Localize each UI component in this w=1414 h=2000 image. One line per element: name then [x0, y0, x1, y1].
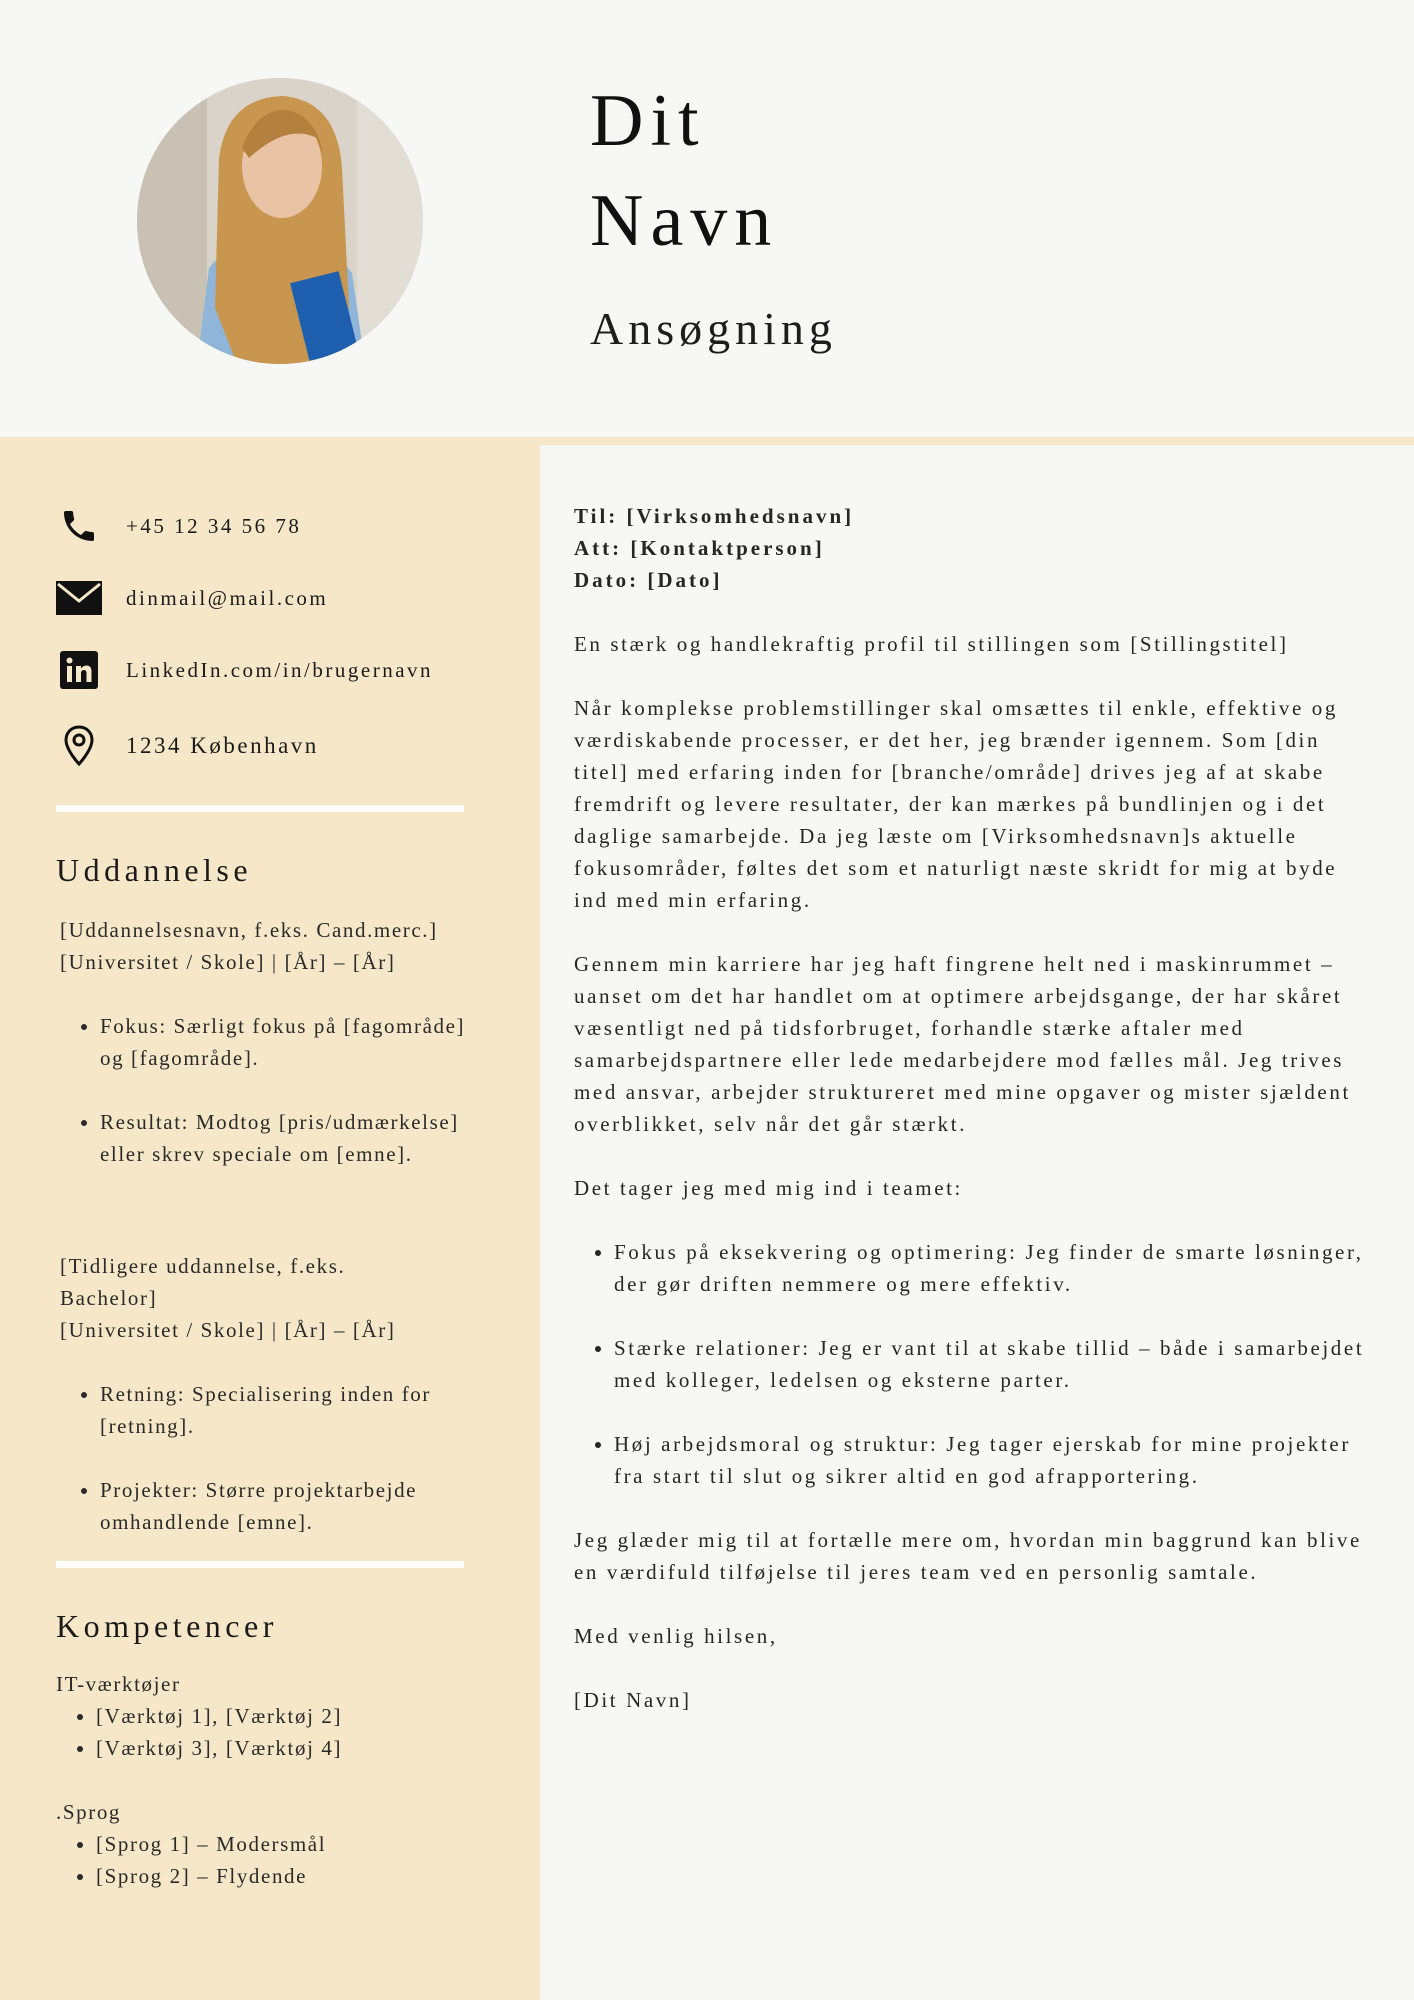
name-first: Dit — [590, 80, 706, 162]
it-tools-list — [58, 1700, 476, 1764]
it-tools-label: IT-værktøjer — [56, 1672, 181, 1696]
education-title: Uddannelse — [56, 852, 253, 888]
letter-paragraph-4: Jeg glæder mig til at fortælle mere om, hvordan min baggrund kan blive en værdifuld tilføjelse til jeres team ved en personlig samtale. — [574, 1528, 1362, 1584]
recipient-contact: Att: [Kontaktperson] — [574, 536, 825, 560]
letter-paragraph-2: Gennem min karriere har jeg haft fingrene helt ned i maskinrummet – uanset om det har handlet om at optimere arbejdsgange, der har skåret væsentligt ned på tidsforbruget, forhandle stærke aftaler med samarbejdspartnere eller lede medarbejdere mod fælles mål. Jeg trives med ansvar, arbejder struktureret med mine opgaver og mister sjældent overblikket, selv når det går stærkt. — [574, 952, 1351, 1136]
sidebar — [0, 437, 540, 2000]
profile-photo — [137, 78, 423, 364]
education-entry2-degree-line1: [Tidligere uddannelse, f.eks. — [60, 1254, 346, 1278]
email-address[interactable]: dinmail@mail.com — [126, 585, 329, 610]
document-subtitle: Ansøgning — [590, 303, 837, 354]
languages-list — [58, 1828, 476, 1892]
sidebar-divider — [56, 805, 464, 812]
mail-icon — [56, 575, 102, 621]
skills-title: Kompetencer — [56, 1608, 278, 1644]
linkedin-icon — [56, 647, 102, 693]
header-divider-stripe — [540, 437, 1414, 445]
list-item: • Resultat: Modtog [pris/udmærkelse] eller skrev speciale om [emne]. — [100, 1106, 480, 1170]
list-item: • Fokus: Særligt fokus på [fagområde] og [fagområde]. — [100, 1010, 480, 1074]
education-entry1-bullets — [60, 1010, 480, 1202]
languages-label: .Sprog — [56, 1800, 122, 1824]
contact-phone — [56, 503, 302, 549]
letter-header — [574, 500, 1374, 596]
list-item: • Fokus på eksekvering og optimering: Jeg finder de smarte løsninger, der gør driften nemmere og mere effektiv. — [614, 1236, 1374, 1300]
phone-number: +45 12 34 56 78 — [126, 513, 302, 538]
list-item: • [Værktøj 1], [Værktøj 2] — [96, 1700, 476, 1732]
contact-linkedin — [56, 647, 434, 693]
letter-paragraph-3: Det tager jeg med mig ind i teamet: — [574, 1176, 963, 1200]
education-entry2-school: [Universitet / Skole] | [År] – [År] — [60, 1318, 396, 1342]
education-entry1-school: [Universitet / Skole] | [År] – [År] — [60, 950, 396, 974]
contact-location — [56, 723, 319, 769]
location: 1234 København — [126, 733, 319, 758]
letter-date: Dato: [Dato] — [574, 568, 723, 592]
contact-email — [56, 575, 329, 621]
location-pin-icon — [56, 723, 102, 769]
list-item: • Stærke relationer: Jeg er vant til at skabe tillid – både i samarbejdet med kolleger, ledelsen og eksterne parter. — [614, 1332, 1374, 1396]
list-item: • [Værktøj 3], [Værktøj 4] — [96, 1732, 476, 1764]
list-item: • Høj arbejdsmoral og struktur: Jeg tager ejerskab for mine projekter fra start til slut og sikrer altid en god afrapportering. — [614, 1428, 1374, 1492]
education-entry2-degree-line2: Bachelor] — [60, 1286, 158, 1310]
list-item: • Retning: Specialisering inden for [retning]. — [100, 1378, 480, 1442]
name-last: Navn — [590, 180, 779, 262]
list-item: • [Sprog 2] – Flydende — [96, 1860, 476, 1892]
letter-paragraph-1: Når komplekse problemstillinger skal omsættes til enkle, effektive og værdiskabende processer, er det her, jeg brænder igennem. Som [din titel] med erfaring inden for [branche/område] drives jeg af at skabe fremdrift og levere resultater, der kan mærkes på bundlinjen og i det daglige samarbejde. Da jeg læste om [Virksomhedsnavn]s aktuelle fokusområder, føltes det som et naturligt næste skridt for mig at byde ind med min erfaring. — [574, 696, 1338, 912]
list-item: • Projekter: Større projektarbejde omhandlende [emne]. — [100, 1474, 480, 1538]
letter-signature: [Dit Navn] — [574, 1688, 692, 1712]
linkedin-url[interactable]: LinkedIn.com/in/brugernavn — [126, 657, 434, 682]
cover-letter — [574, 500, 1374, 1748]
list-item: • [Sprog 1] – Modersmål — [96, 1828, 476, 1860]
letter-intro: En stærk og handlekraftig profil til stillingen som [Stillingstitel] — [574, 632, 1289, 656]
education-entry1-degree: [Uddannelsesnavn, f.eks. Cand.merc.] — [60, 918, 438, 942]
education-entry2-bullets — [60, 1378, 480, 1570]
letter-bullets — [574, 1236, 1374, 1492]
letter-closing: Med venlig hilsen, — [574, 1624, 778, 1648]
header — [0, 0, 1414, 437]
recipient-company: Til: [Virksomhedsnavn] — [574, 504, 855, 528]
sidebar-divider — [56, 1561, 464, 1568]
phone-icon — [56, 503, 102, 549]
